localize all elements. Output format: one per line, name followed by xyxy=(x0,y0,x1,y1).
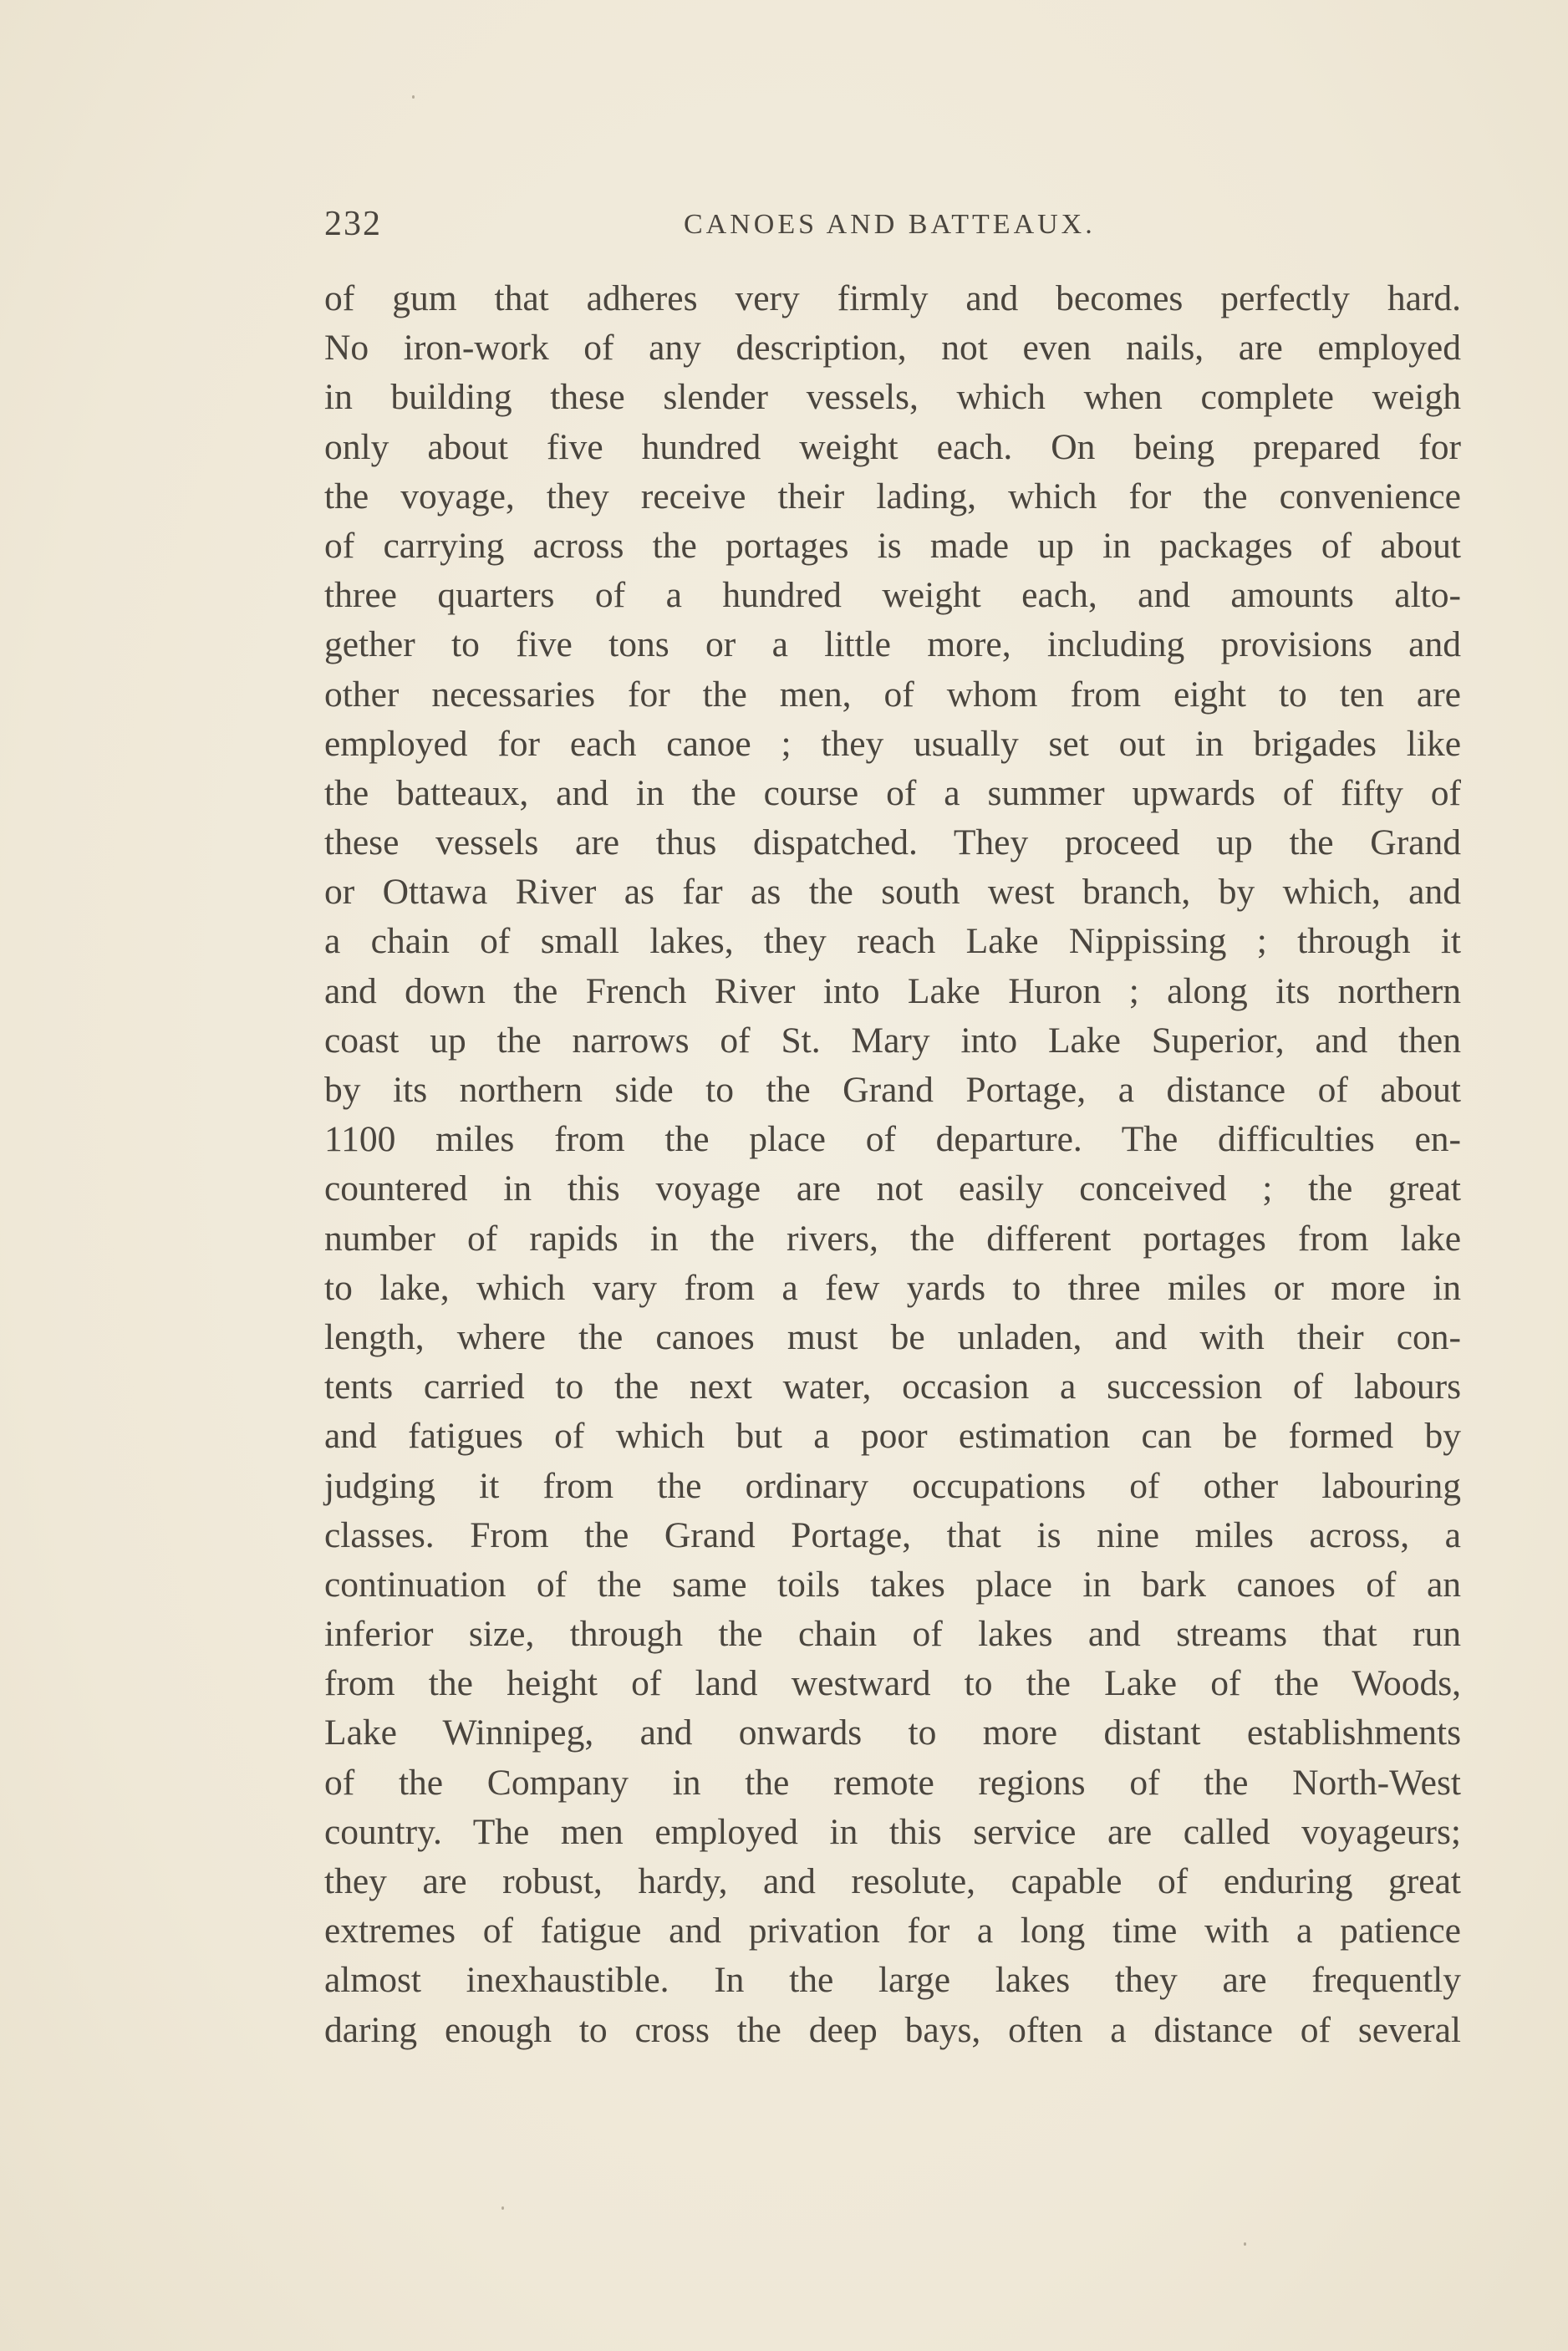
paper-speck xyxy=(412,95,415,99)
text-line: employed for each canoe ; they usually set out in brigades like xyxy=(324,723,1461,764)
text-line: by its northern side to the Grand Portage, a distance of about xyxy=(324,1070,1461,1110)
text-line: 1100 miles from the place of departure. The difficulties en- xyxy=(324,1119,1461,1160)
text-line: three quarters of a hundred weight each, and amounts alto- xyxy=(324,575,1461,616)
text-line: continuation of the same toils takes place in bark canoes of an xyxy=(324,1564,1461,1605)
page-header xyxy=(324,204,1453,254)
text-line: almost inexhaustible. In the large lakes they are frequently xyxy=(324,1960,1461,2001)
text-line: gether to five tons or a little more, including provisions and xyxy=(324,624,1461,665)
text-line: and fatigues of which but a poor estimation can be formed by xyxy=(324,1416,1461,1457)
text-line: tents carried to the next water, occasion a succession of labours xyxy=(324,1366,1461,1407)
text-line: countered in this voyage are not easily conceived ; the great xyxy=(324,1168,1461,1209)
paper-speck xyxy=(1244,2242,1246,2246)
text-line: a chain of small lakes, they reach Lake Nippissing ; through it xyxy=(324,921,1461,962)
text-line: number of rapids in the rivers, the different portages from lake xyxy=(324,1218,1461,1259)
text-line: coast up the narrows of St. Mary into Lake Superior, and then xyxy=(324,1020,1461,1061)
text-line: or Ottawa River as far as the south west branch, by which, and xyxy=(324,872,1461,913)
text-line: Lake Winnipeg, and onwards to more distant establishments xyxy=(324,1712,1461,1753)
body-text xyxy=(324,274,1461,2055)
page-number: 232 xyxy=(324,205,382,243)
text-line: and down the French River into Lake Huron ; along its northern xyxy=(324,970,1461,1011)
text-line: length, where the canoes must be unladen, and with their con- xyxy=(324,1316,1461,1357)
text-line: the batteaux, and in the course of a summer upwards of fifty of xyxy=(324,772,1461,813)
text-line: of gum that adheres very firmly and becomes perfectly hard. xyxy=(324,278,1461,318)
text-line: the voyage, they receive their lading, which for the convenience xyxy=(324,476,1461,517)
text-line: from the height of land westward to the Lake of the Woods, xyxy=(324,1663,1461,1704)
text-line: daring enough to cross the deep bays, often a distance of several xyxy=(324,2009,1461,2050)
paper-speck xyxy=(501,2206,504,2210)
text-line: inferior size, through the chain of lakes and streams that run xyxy=(324,1614,1461,1655)
text-line: classes. From the Grand Portage, that is nine miles across, a xyxy=(324,1514,1461,1555)
running-head: CANOES AND BATTEAUX. xyxy=(684,209,1096,240)
text-line: in building these slender vessels, which when complete weigh xyxy=(324,377,1461,418)
text-line: of the Company in the remote regions of the North-West xyxy=(324,1762,1461,1803)
text-line: No iron-work of any description, not even nails, are employed xyxy=(324,328,1461,369)
text-line: they are robust, hardy, and resolute, capable of enduring great xyxy=(324,1861,1461,1901)
text-line: country. The men employed in this service are called voyageurs; xyxy=(324,1811,1461,1852)
text-line: these vessels are thus dispatched. They proceed up the Grand xyxy=(324,822,1461,863)
text-line: to lake, which vary from a few yards to three miles or more in xyxy=(324,1267,1461,1308)
text-line: judging it from the ordinary occupations of other labouring xyxy=(324,1465,1461,1506)
text-line: extremes of fatigue and privation for a long time with a patience xyxy=(324,1911,1461,1952)
text-line: other necessaries for the men, of whom from eight to ten are xyxy=(324,674,1461,715)
text-line: of carrying across the portages is made up in packages of about xyxy=(324,525,1461,566)
text-line: only about five hundred weight each. On being prepared for xyxy=(324,426,1461,467)
